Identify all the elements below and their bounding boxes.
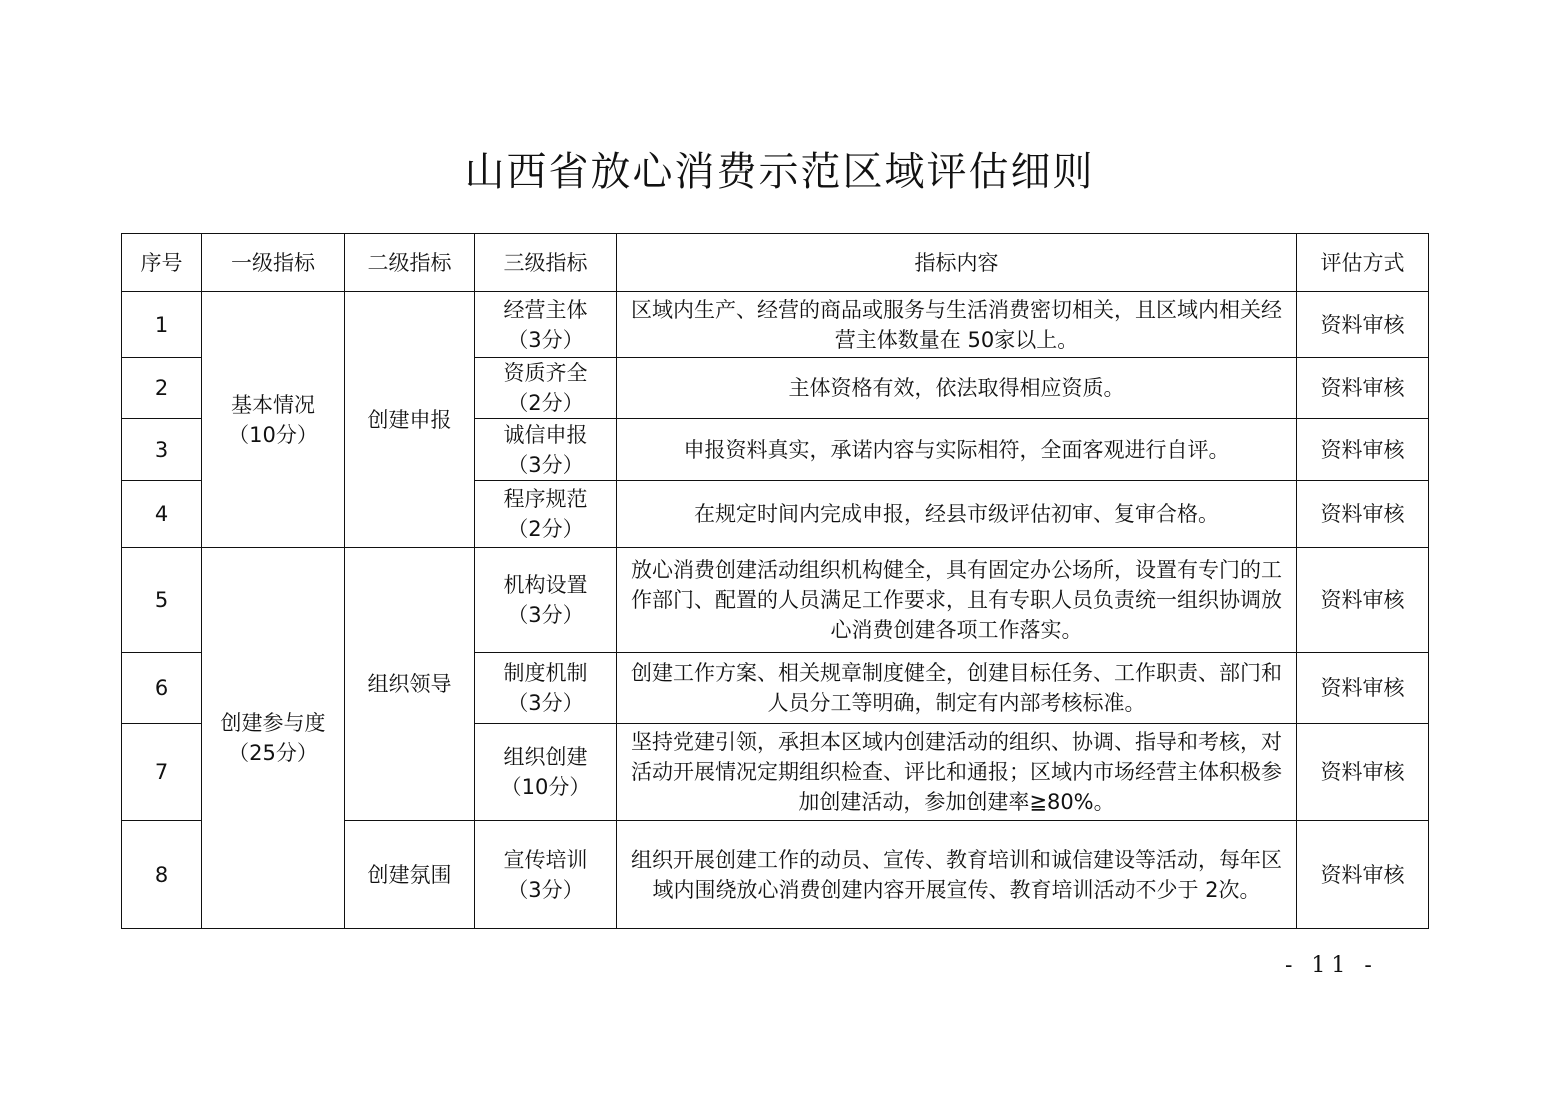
content-cell: 组织开展创建工作的动员、宣传、教育培训和诚信建设等活动，每年区域内围绕放心消费创建内容开展宣传、教育培训活动不少于 2次。 <box>617 821 1297 929</box>
level3-score: （3分） <box>507 452 584 477</box>
method-cell: 资料审核 <box>1297 821 1429 929</box>
row-seq: 6 <box>122 653 202 724</box>
method-cell: 资料审核 <box>1297 548 1429 653</box>
level3-name: 制度机制 <box>503 661 588 685</box>
level3-cell <box>475 358 617 419</box>
table-row <box>122 292 1429 358</box>
level3-score: （3分） <box>507 603 584 627</box>
level2-cell: 组织领导 <box>345 548 475 821</box>
evaluation-table <box>121 233 1429 929</box>
header-level2: 二级指标 <box>345 234 475 292</box>
table-header-row <box>122 234 1429 292</box>
content-cell: 申报资料真实，承诺内容与实际相符，全面客观进行自评。 <box>617 419 1297 481</box>
level1-score: （25分） <box>228 741 318 765</box>
level3-name: 机构设置 <box>503 573 588 597</box>
method-cell: 资料审核 <box>1297 481 1429 548</box>
level3-score: （3分） <box>507 877 584 902</box>
header-level1: 一级指标 <box>202 234 345 292</box>
row-seq: 4 <box>122 481 202 548</box>
row-seq: 8 <box>122 821 202 929</box>
level3-name: 组织创建 <box>503 745 588 769</box>
content-cell: 坚持党建引领，承担本区域内创建活动的组织、协调、指导和考核，对活动开展情况定期组织检查、评比和通报；区域内市场经营主体积极参加创建活动，参加创建率≧80%。 <box>617 724 1297 821</box>
page-number: - 11 - <box>1285 953 1378 978</box>
level2-cell: 创建氛围 <box>345 821 475 929</box>
level1-name: 创建参与度 <box>220 711 326 735</box>
level3-score: （2分） <box>507 517 584 541</box>
level1-cell <box>202 292 345 548</box>
level3-name: 宣传培训 <box>503 847 588 872</box>
header-method: 评估方式 <box>1297 234 1429 292</box>
level3-name: 经营主体 <box>503 297 588 322</box>
header-content: 指标内容 <box>617 234 1297 292</box>
level3-cell <box>475 724 617 821</box>
level3-score: （3分） <box>507 691 584 715</box>
level3-cell <box>475 821 617 929</box>
content-cell: 放心消费创建活动组织机构健全，具有固定办公场所，设置有专门的工作部门、配置的人员满足工作要求，且有专职人员负责统一组织协调放心消费创建各项工作落实。 <box>617 548 1297 653</box>
level3-cell <box>475 292 617 358</box>
level3-name: 程序规范 <box>503 487 588 511</box>
level3-cell <box>475 419 617 481</box>
level1-score: （10分） <box>228 422 318 447</box>
level3-cell <box>475 481 617 548</box>
header-level3: 三级指标 <box>475 234 617 292</box>
row-seq: 3 <box>122 419 202 481</box>
level3-score: （2分） <box>507 391 584 415</box>
level3-name: 诚信申报 <box>503 422 588 447</box>
level1-name: 基本情况 <box>231 392 315 417</box>
row-seq: 1 <box>122 292 202 358</box>
content-cell: 主体资格有效，依法取得相应资质。 <box>617 358 1297 419</box>
row-seq: 5 <box>122 548 202 653</box>
row-seq: 7 <box>122 724 202 821</box>
level3-score: （10分） <box>500 775 591 799</box>
level3-cell <box>475 548 617 653</box>
content-cell: 创建工作方案、相关规章制度健全，创建目标任务、工作职责、部门和人员分工等明确，制定有内部考核标准。 <box>617 653 1297 724</box>
level3-score: （3分） <box>507 327 584 352</box>
header-seq: 序号 <box>122 234 202 292</box>
level2-cell: 创建申报 <box>345 292 475 548</box>
row-seq: 2 <box>122 358 202 419</box>
method-cell: 资料审核 <box>1297 653 1429 724</box>
level3-name: 资质齐全 <box>503 361 588 385</box>
content-cell: 在规定时间内完成申报，经县市级评估初审、复审合格。 <box>617 481 1297 548</box>
method-cell: 资料审核 <box>1297 419 1429 481</box>
method-cell: 资料审核 <box>1297 358 1429 419</box>
level3-cell <box>475 653 617 724</box>
table-row <box>122 548 1429 653</box>
document-title: 山西省放心消费示范区域评估细则 <box>464 149 1095 195</box>
level1-cell <box>202 548 345 929</box>
method-cell: 资料审核 <box>1297 724 1429 821</box>
content-cell: 区域内生产、经营的商品或服务与生活消费密切相关，且区域内相关经营主体数量在 50家以上。 <box>617 292 1297 358</box>
method-cell: 资料审核 <box>1297 292 1429 358</box>
